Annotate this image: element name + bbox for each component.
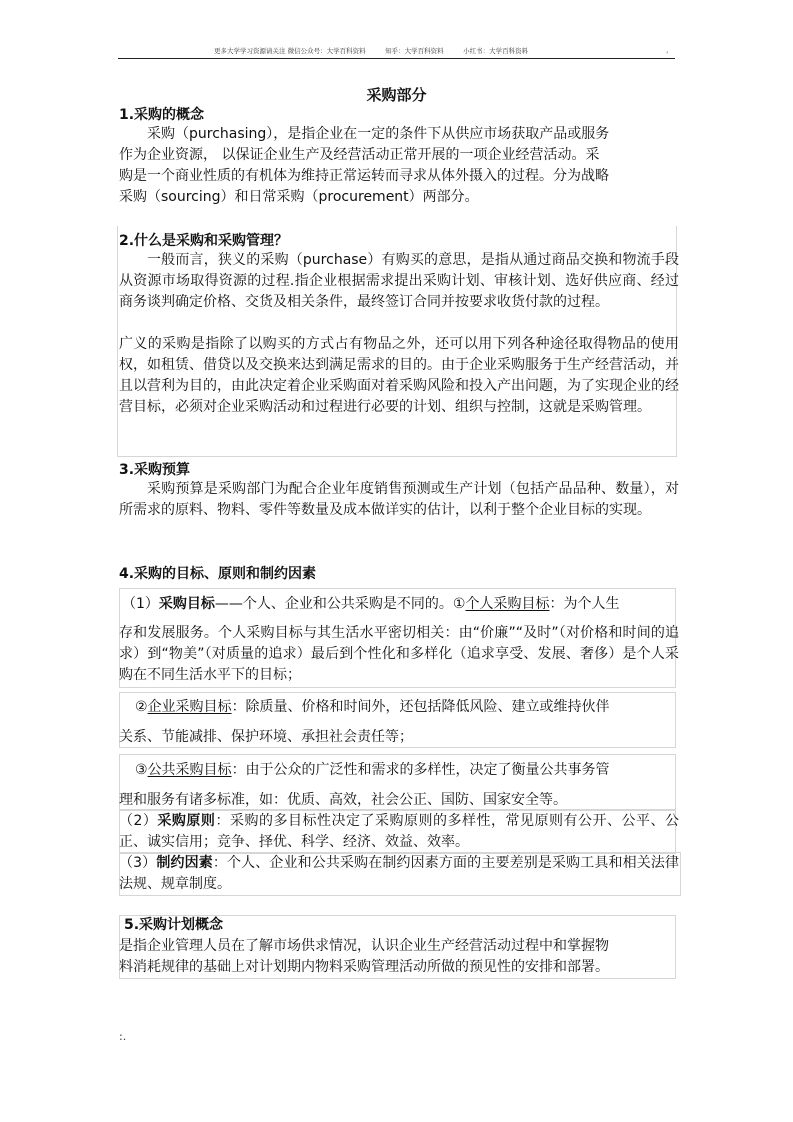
section-1-line-4: 采购（sourcing）和日常采购（procurement）两部分。 [119,189,479,205]
section-2-paragraph-2: 广义的采购是指除了以购买的方式占有物品之外，还可以用下列各种途径取得物品的使用权，如租赁、借贷以及交换来达到满足需求的目的。由于企业采购服务于生产经营活动，并且以营利为目的，由此决定着企业采购面对着采购风险和投入产出问题，为了实现企业的经营目标，必须对企业采购活动和过程进行必要的计划、组织与控制，这就是采购管理。 [119,336,679,415]
page-footer: :. [119,1030,127,1043]
principle-paragraph [119,811,679,853]
principle-prefix: （2） [119,813,158,829]
enterprise-goal-line-2: 关系、节能减排、保护环境、承担社会责任等； [119,729,413,745]
header-text: 更多大学学习资源请关注 微信公众号：大学百科资料 知乎：大学百科资料 小红书：大学百科资料 [214,47,529,55]
public-goal-line-1 [135,760,695,781]
section-1-heading: 1.采购的概念 [119,107,205,123]
section-1-line-1: 采购（purchasing），是指企业在一定的条件下从供应市场获取产品或服务 [147,126,610,142]
constraint-label: 制约因素 [156,855,213,871]
personal-goal-label: 个人采购目标 [465,596,550,612]
goal-prefix: （1） [122,596,159,612]
section-3-paragraph: 采购预算是采购部门为配合企业年度销售预测或生产计划（包括产品品种、数量），对所需求的原料、物料、零件等数量及成本做详实的估计，以利于整个企业目标的实现。 [119,481,679,518]
header-mark: ， [666,46,673,54]
personal-goal-rest: 存和发展服务。个人采购目标与其生活水平密切相关：由“价廉”“及时”（对价格和时间的追求）到“物美”（对质量的追求）最后到个性化和多样化（追求享受、发展、奢侈）是个人采购在不同生活水平下的目标； [119,625,679,683]
section-2-paragraph-1: 一般而言，狭义的采购（purchase）有购买的意思，是指从通过商品交换和物流手段从资源市场取得资源的过程.指企业根据需求提出采购计划、审核计划、选好供应商、经过商务谈判确定价格、交货及相关条件，最终签订合同并按要求收货付款的过程。 [119,252,679,310]
goal-text: ——个人、企业和公共采购是不同的。① [214,596,466,612]
section-3-heading: 3.采购预算 [119,462,191,478]
constraint-text: ：个人、企业和公共采购在制约因素方面的主要差别是采购工具和相关法律法规、规章制度。 [119,855,680,892]
enterprise-goal-line-1 [135,697,695,718]
personal-goal-line-1: ：为个人生 [549,596,620,612]
constraint-paragraph [119,853,679,895]
enterprise-goal-number: ② [135,699,148,715]
section-5-line-1: 是指企业管理人员在了解市场供求情况，认识企业生产经营活动过程中和掌握物 [119,938,609,954]
section-4-heading: 4.采购的目标、原则和制约因素 [119,566,317,582]
principle-label: 采购原则 [157,813,216,829]
constraint-prefix: （3） [119,855,157,871]
section-5-line-2: 料消耗规律的基础上对计划期内物料采购管理活动所做的预见性的安排和部署。 [119,959,609,975]
public-goal-number: ③ [135,762,148,778]
principle-text: ：采购的多目标性决定了采购原则的多样性，常见原则有公开、公平、公正、诚实信用；竞争、择优、科学、经济、效益、效率。 [119,813,679,850]
goal-line [122,594,682,615]
page-title: 采购部分 [366,86,427,104]
section-1-line-2: 作为企业资源， 以保证企业生产及经营活动正常开展的一项企业经营活动。采 [119,147,600,163]
goal-label: 采购目标 [158,596,215,612]
public-goal-text: ：由于公众的广泛性和需求的多样性，决定了衡量公共事务管 [231,762,610,778]
public-goal-label: 公共采购目标 [147,762,232,778]
section-2-heading: 2.什么是采购和采购管理？ [119,233,289,249]
page-header [118,40,675,59]
enterprise-goal-label: 企业采购目标 [147,699,232,715]
section-1-line-3: 购是一个商业性质的有机体为维持正常运转而寻求从体外摄入的过程。分为战略 [119,168,609,184]
enterprise-goal-text: ：除质量、价格和时间外，还包括降低风险、建立或维持伙伴 [231,699,610,715]
public-goal-line-2: 理和服务有诸多标准，如：优质、高效，社会公正、国防、国家安全等。 [119,792,567,808]
section-5-heading: 5.采购计划概念 [124,917,224,933]
